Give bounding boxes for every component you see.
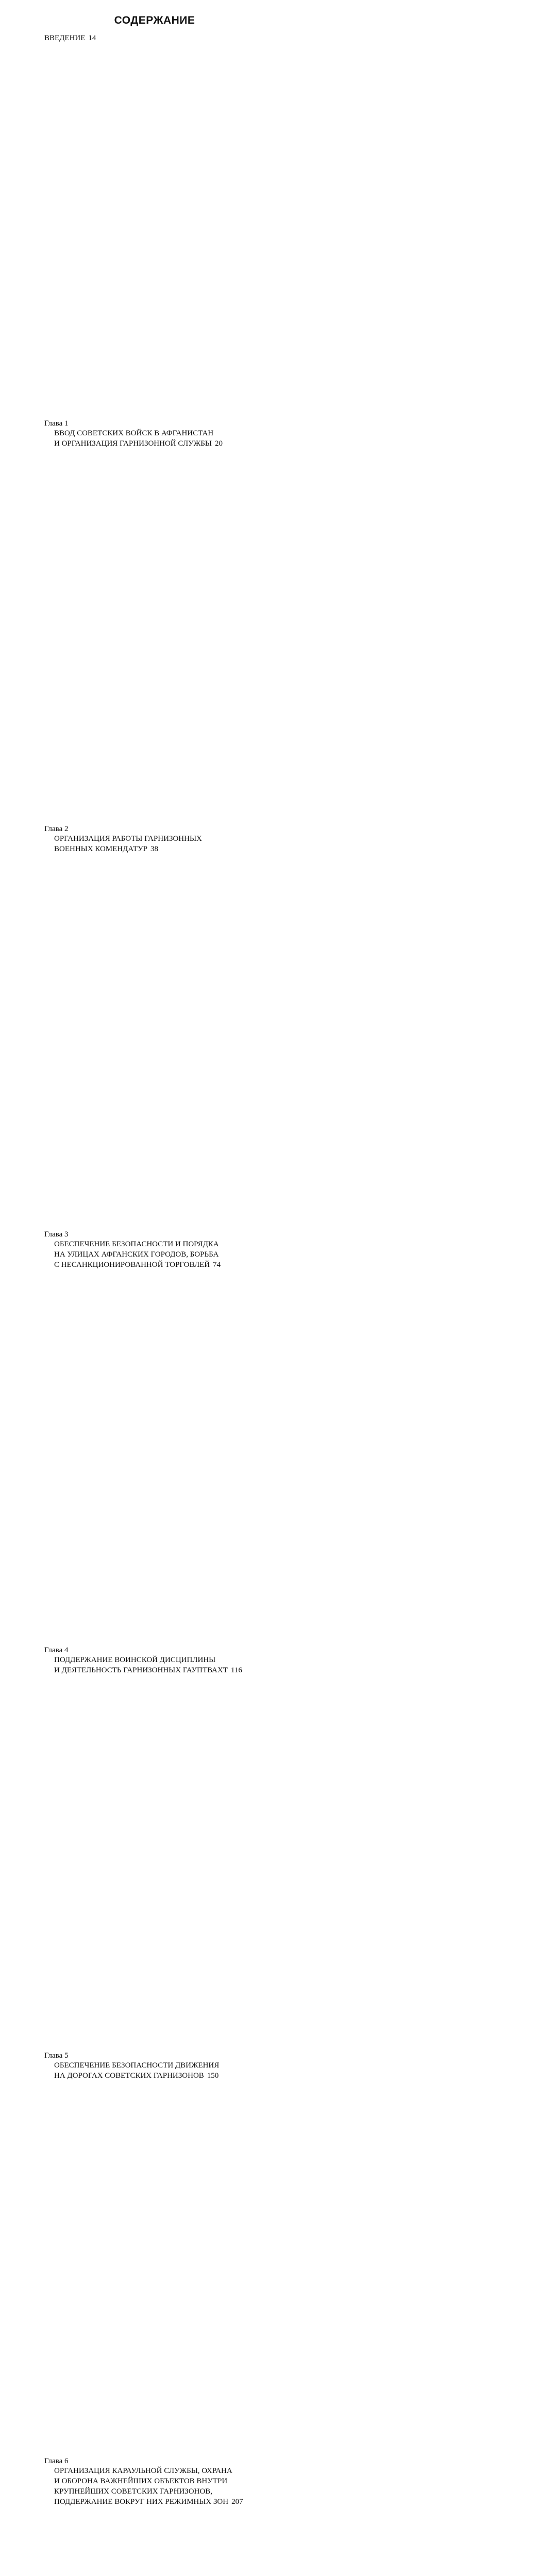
entry-title-line: ОРГАНИЗАЦИЯ КАРАУЛЬНОЙ СЛУЖБЫ, ОХРАНА	[54, 2467, 232, 2475]
entry-title-line: С НЕСАНКЦИОНИРОВАННОЙ ТОРГОВЛЕЙ	[54, 1261, 210, 1269]
page-number: 207	[231, 2498, 243, 2506]
chapter-label: Глава 6	[44, 2457, 69, 2465]
chapter-label: Глава 1	[44, 419, 69, 428]
toc-entry-chapter-2[interactable]	[44, 834, 268, 1230]
page-title: СОДЕРЖАНИЕ	[114, 14, 195, 26]
page-number: 14	[88, 34, 96, 42]
entry-title-line: ПОДДЕРЖАНИЕ ВОИНСКОЙ ДИСЦИПЛИНЫ	[54, 1656, 216, 1664]
entry-title-line: ПОДДЕРЖАНИЕ ВОКРУГ НИХ РЕЖИМНЫХ ЗОН	[54, 2498, 229, 2506]
chapter-label: Глава 2	[44, 825, 69, 833]
entry-title-line: ОБЕСПЕЧЕНИЕ БЕЗОПАСНОСТИ И ПОРЯДКА	[54, 1240, 219, 1248]
page-number: 116	[230, 1666, 242, 1674]
toc-entry-introduction[interactable]	[44, 33, 268, 419]
page-number: 20	[214, 439, 223, 448]
toc-entry-chapter-4[interactable]	[44, 1655, 268, 2052]
entry-title-line: И ОРГАНИЗАЦИЯ ГАРНИЗОННОЙ СЛУЖБЫ	[54, 439, 212, 448]
entry-title-line: И ОБОРОНА ВАЖНЕЙШИХ ОБЪЕКТОВ ВНУТРИ	[54, 2477, 228, 2485]
toc-entry-chapter-1[interactable]	[44, 428, 268, 825]
chapter-label: Глава 4	[44, 1646, 69, 1654]
page-number: 74	[213, 1261, 221, 1269]
entry-title-line: ВОЕННЫХ КОМЕНДАТУР	[54, 845, 147, 853]
chapter-label: Глава 5	[44, 2052, 69, 2060]
page-number: 38	[150, 845, 158, 853]
toc-entry-chapter-6[interactable]	[44, 2466, 268, 2576]
entry-title-line: ОБЕСПЕЧЕНИЕ БЕЗОПАСНОСТИ ДВИЖЕНИЯ	[54, 2061, 220, 2070]
entry-title-line: КРУПНЕЙШИХ СОВЕТСКИХ ГАРНИЗОНОВ,	[54, 2487, 213, 2496]
toc-entry-chapter-3[interactable]	[44, 1239, 268, 1646]
entry-title-line: НА ДОРОГАХ СОВЕТСКИХ ГАРНИЗОНОВ	[54, 2072, 204, 2080]
entry-title-line: ВВОД СОВЕТСКИХ ВОЙСК В АФГАНИСТАН	[54, 429, 214, 437]
entry-title-line: ОРГАНИЗАЦИЯ РАБОТЫ ГАРНИЗОННЫХ	[54, 835, 202, 843]
page-number: 150	[207, 2072, 219, 2080]
toc-entry-chapter-5[interactable]	[44, 2060, 268, 2457]
table-of-contents	[44, 33, 268, 2576]
entry-title-line: НА УЛИЦАХ АФГАНСКИХ ГОРОДОВ, БОРЬБА	[54, 1250, 219, 1259]
chapter-label: Глава 3	[44, 1230, 69, 1239]
entry-title-line: И ДЕЯТЕЛЬНОСТЬ ГАРНИЗОННЫХ ГАУПТВАХТ	[54, 1666, 228, 1674]
entry-title: ВВЕДЕНИЕ	[44, 34, 86, 42]
